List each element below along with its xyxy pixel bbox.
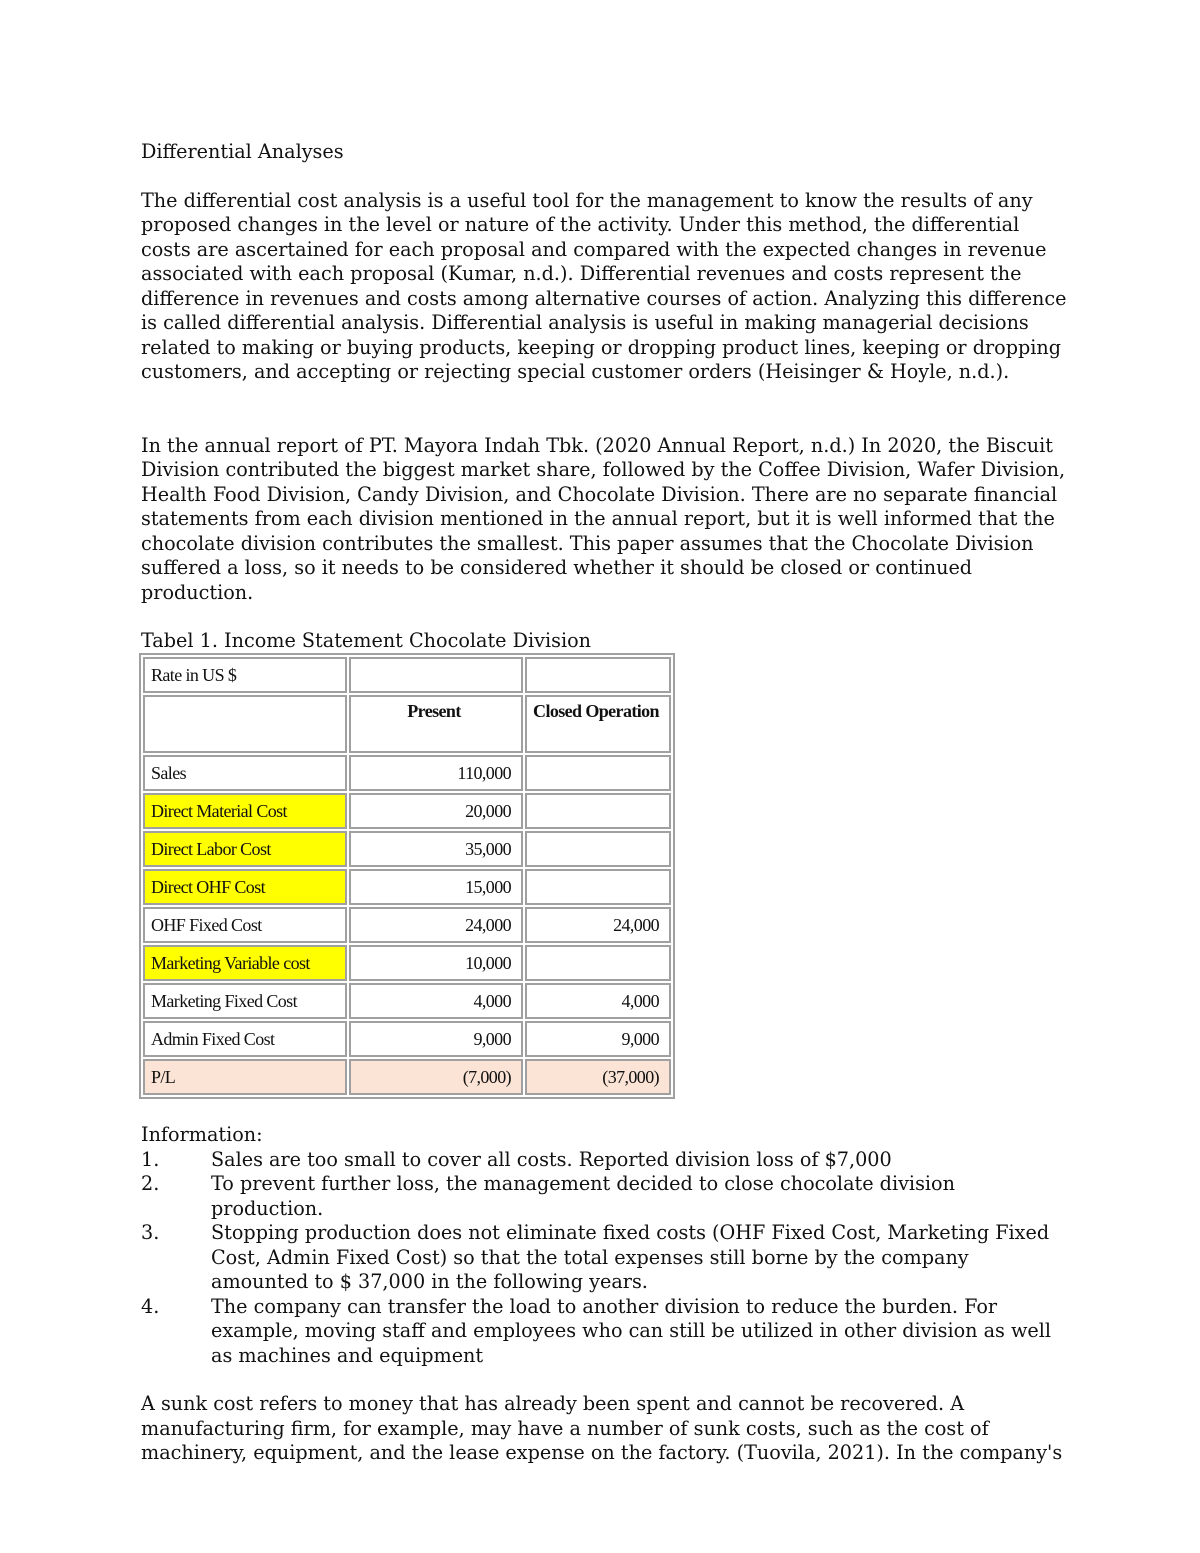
row-present-value: 35,000	[349, 831, 523, 867]
row-closed-value	[525, 755, 671, 791]
information-list	[141, 1148, 1071, 1369]
income-statement-table	[139, 653, 675, 1099]
list-item-number: 1.	[141, 1147, 160, 1171]
table-header-row	[143, 695, 671, 753]
table-row	[143, 907, 671, 943]
row-label: OHF Fixed Cost	[143, 907, 347, 943]
row-closed-value: 4,000	[525, 983, 671, 1019]
list-item	[141, 1148, 1071, 1173]
list-item-text: The company can transfer the load to another division to reduce the burden. For example, moving staff and employees who can still be utilized in other division as well as machines and equipment	[211, 1294, 1052, 1367]
row-closed-value	[525, 831, 671, 867]
paragraph-sunk-cost: A sunk cost refers to money that has already been spent and cannot be recovered. A manufacturing firm, for example, may have a number of sunk costs, such as the cost of machinery, equipment, and the lease expense on the factory. (Tuovila, 2021). In the company's	[141, 1392, 1063, 1464]
total-label: P/L	[143, 1059, 347, 1095]
paragraph-mayora-report: In the annual report of PT. Mayora Indah Tbk. (2020 Annual Report, n.d.) In 2020, the Biscuit Division contributed the biggest market share, followed by the Coffee Division, Wafer Division, Health Food Division, Candy Division, and Chocolate Division. There are no separate financial statements from each division mentioned in the annual report, but it is well informed that the chocolate division contributes the smallest. This paper assumes that the Chocolate Division suffered a loss, so it needs to be considered whether it should be closed or continued production.	[141, 433, 1066, 604]
table-row	[143, 831, 671, 867]
row-label: Marketing Variable cost	[143, 945, 347, 981]
row-closed-value: 24,000	[525, 907, 671, 943]
row-label: Direct Material Cost	[143, 793, 347, 829]
list-item-text: To prevent further loss, the management decided to close chocolate division production.	[211, 1172, 955, 1220]
row-closed-value	[525, 869, 671, 905]
table-rate-row	[143, 657, 671, 693]
row-present-value: 9,000	[349, 1021, 523, 1057]
header-present: Present	[349, 695, 523, 753]
table-caption: Tabel 1. Income Statement Chocolate Division	[141, 629, 592, 652]
row-present-value: 4,000	[349, 983, 523, 1019]
list-item	[141, 1172, 1071, 1221]
total-present-value: (7,000)	[349, 1059, 523, 1095]
row-present-value: 24,000	[349, 907, 523, 943]
row-label: Admin Fixed Cost	[143, 1021, 347, 1057]
row-present-value: 10,000	[349, 945, 523, 981]
row-present-value: 20,000	[349, 793, 523, 829]
list-item-text: Stopping production does not eliminate fixed costs (OHF Fixed Cost, Marketing Fixed Cost, Admin Fixed Cost) so that the total expenses still borne by the company amounted to $ 37,000 in the following years.	[211, 1221, 1050, 1293]
table-total-row	[143, 1059, 671, 1095]
row-closed-value: 9,000	[525, 1021, 671, 1057]
rate-label: Rate in US $	[143, 657, 347, 693]
document-title: Differential Analyses	[141, 140, 344, 163]
document-page	[141, 140, 1071, 1466]
row-closed-value	[525, 793, 671, 829]
list-item	[141, 1221, 1071, 1295]
row-label: Direct OHF Cost	[143, 869, 347, 905]
list-item-number: 4.	[141, 1294, 160, 1318]
row-present-value: 15,000	[349, 869, 523, 905]
header-closed-operation: Closed Operation	[525, 695, 671, 753]
table-row	[143, 793, 671, 829]
table-row	[143, 869, 671, 905]
list-item-number: 2.	[141, 1172, 160, 1195]
row-closed-value	[525, 945, 671, 981]
list-item-text: Sales are too small to cover all costs. Reported division loss of $7,000	[211, 1147, 892, 1171]
row-present-value: 110,000	[349, 755, 523, 791]
row-label: Marketing Fixed Cost	[143, 983, 347, 1019]
table-row	[143, 755, 671, 791]
paragraph-differential-analysis: The differential cost analysis is a useful tool for the management to know the results of any proposed changes in the level or nature of the activity. Under this method, the differential costs are ascertained for each proposal and compared with the expected changes in revenue associated with each proposal (Kumar, n.d.). Differential revenues and costs represent the difference in revenues and costs among alternative courses of action. Analyzing this difference is called differential analysis. Differential analysis is useful in making managerial decisions related to making or buying products, keeping or dropping product lines, keeping or dropping customers, and accepting or rejecting special customer orders (Heisinger & Hoyle, n.d.).	[141, 188, 1067, 383]
table-row	[143, 983, 671, 1019]
total-closed-value: (37,000)	[525, 1059, 671, 1095]
row-label: Direct Labor Cost	[143, 831, 347, 867]
table-row	[143, 945, 671, 981]
list-item-number: 3.	[141, 1221, 160, 1244]
table-row	[143, 1021, 671, 1057]
information-heading: Information:	[141, 1123, 263, 1146]
row-label: Sales	[143, 755, 347, 791]
list-item	[141, 1295, 1071, 1369]
